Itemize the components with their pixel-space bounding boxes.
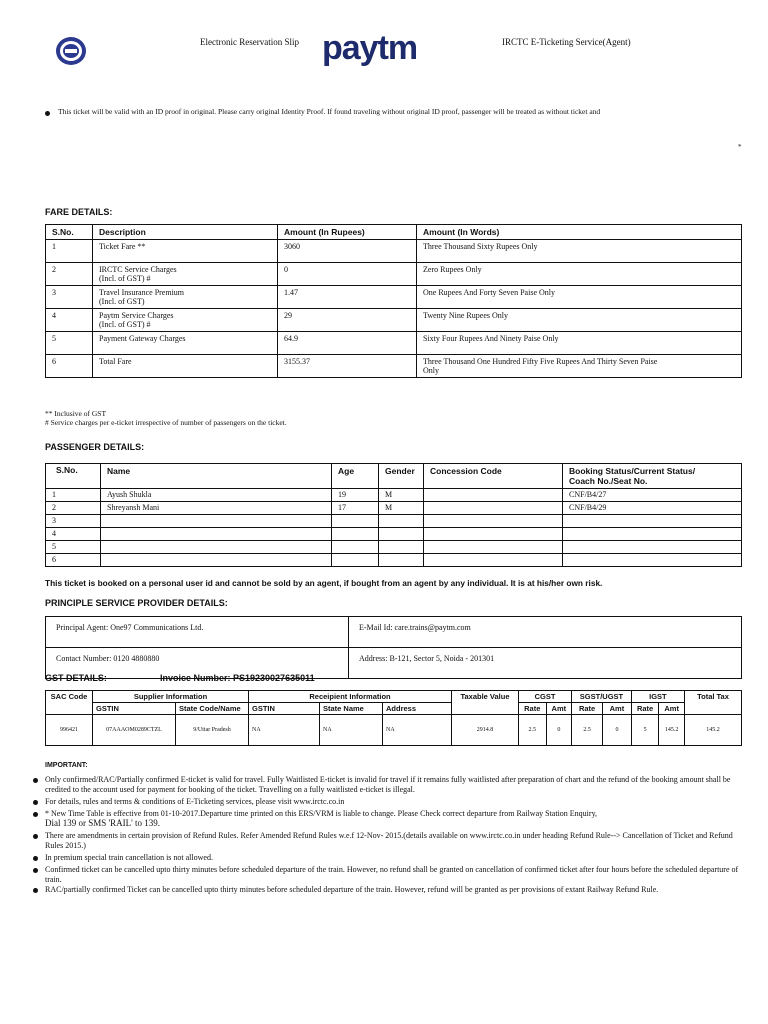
fare-amount: 64.9 — [278, 332, 417, 355]
fare-desc-line: IRCTC Service Charges — [99, 265, 177, 274]
fare-sno: 5 — [46, 332, 93, 355]
gst-header-cgst-amt: Amt — [546, 703, 572, 715]
fare-desc — [93, 309, 278, 332]
fare-desc-line: Payment Gateway Charges — [99, 334, 186, 343]
pass-name — [101, 515, 332, 528]
passenger-section-title: PASSENGER DETAILS: — [45, 442, 145, 452]
fare-desc-line: Ticket Fare ** — [99, 242, 146, 251]
gst-table — [45, 690, 742, 746]
important-text: Confirmed ticket can be cancelled upto thirty minutes before scheduled departure of the train. However, no refund shall be granted on cancellation of confirmed ticket after four hours before the scheduled departure of train. — [45, 865, 739, 884]
irctc-logo — [55, 36, 87, 66]
important-text: RAC/partially confirmed Ticket can be cancelled upto thirty minutes before scheduled departure of the train. However, refund will be granted as per provisions of extant Railway Refund Rule. — [45, 885, 659, 894]
pass-status — [563, 528, 742, 541]
pass-code — [424, 541, 563, 554]
gst-header-cgst: CGST — [519, 691, 572, 703]
fare-amount: 3155.37 — [278, 355, 417, 378]
pass-header-code: Concession Code — [424, 464, 563, 489]
gst-total: 145.2 — [685, 715, 742, 746]
table-row — [46, 240, 742, 263]
fare-words-line2: Only — [423, 366, 439, 375]
important-text: * New Time Table is effective from 01-10-2017.Departure time printed on this ERS/VRM is liable to change. Please Check correct departure from Railway Station Enquiry, — [45, 809, 598, 818]
pass-code — [424, 502, 563, 515]
pass-sno: 6 — [46, 554, 101, 567]
gst-recipient-state: NA — [320, 715, 383, 746]
pass-sno: 4 — [46, 528, 101, 541]
fare-sno: 6 — [46, 355, 93, 378]
gst-sgst-amt: 0 — [603, 715, 632, 746]
agent-warning: This ticket is booked on a personal user id and cannot be sold by an agent, if bought from an agent by any individual. It is at his/her own risk. — [45, 578, 603, 588]
pass-sno: 5 — [46, 541, 101, 554]
gst-header-sac: SAC Code — [46, 691, 93, 715]
list-item — [45, 853, 745, 863]
pass-gender: M — [379, 489, 424, 502]
table-row — [46, 489, 742, 502]
gst-header-sgst-rate: Rate — [572, 703, 603, 715]
gst-igst-rate: 5 — [631, 715, 659, 746]
pass-sno: 2 — [46, 502, 101, 515]
gst-header-row — [46, 691, 742, 703]
fare-desc-line2: (Incl. of GST) — [99, 297, 145, 306]
pass-age — [332, 541, 379, 554]
gst-recipient-address: NA — [383, 715, 452, 746]
pass-name: Ayush Shukla — [101, 489, 332, 502]
gst-header-address: Address — [383, 703, 452, 715]
gst-cgst-amt: 0 — [546, 715, 572, 746]
bullet-icon — [33, 856, 38, 861]
pass-header-name: Name — [101, 464, 332, 489]
invoice-number: Invoice Number: PS19230027635011 — [160, 673, 315, 683]
fare-desc-line: Total Fare — [99, 357, 132, 366]
pass-header-age: Age — [332, 464, 379, 489]
gst-header-total: Total Tax — [685, 691, 742, 715]
table-row — [46, 617, 742, 648]
gst-header-taxable: Taxable Value — [452, 691, 519, 715]
gst-recipient-gstin: NA — [249, 715, 320, 746]
list-item — [45, 775, 745, 794]
table-row — [46, 541, 742, 554]
provider-address: Address: B-121, Sector 5, Noida - 201301 — [349, 648, 742, 679]
list-item — [45, 885, 745, 895]
pass-code — [424, 489, 563, 502]
pass-age: 19 — [332, 489, 379, 502]
gst-inclusive-note: ** Inclusive of GST — [45, 409, 107, 418]
fare-header-words: Amount (In Words) — [417, 225, 742, 240]
fare-words: Three Thousand Sixty Rupees Only — [417, 240, 742, 263]
gst-supplier-gstin: 07AAAOM0289CTZL — [93, 715, 176, 746]
gst-header-sgst: SGST/UGST — [572, 691, 632, 703]
list-item — [45, 831, 745, 850]
fare-desc — [93, 332, 278, 355]
important-text: There are amendments in certain provision of Refund Rules. Refer Amended Refund Rules w.e.f 12-Nov- 2015.(details available on www.irctc.co.in under heading Refund Rule--> Cancellation of Ticket and Refund Rules 2015.) — [45, 831, 733, 850]
bullet-icon — [33, 812, 38, 817]
fare-desc-line2: (Incl. of GST) # — [99, 274, 151, 283]
bullet-icon — [33, 834, 38, 839]
fare-words: Twenty Nine Rupees Only — [417, 309, 742, 332]
paytm-logo — [322, 28, 417, 68]
important-text: In premium special train cancellation is not allowed. — [45, 853, 213, 862]
pass-sno: 3 — [46, 515, 101, 528]
passenger-table — [45, 463, 742, 567]
service-charge-note: # Service charges per e-ticket irrespective of number of passengers on the ticket. — [45, 418, 287, 427]
important-text: For details, rules and terms & conditions of E-Ticketing services, please visit www.irctc.co.in — [45, 797, 345, 806]
table-row — [46, 715, 742, 746]
bullet-icon — [33, 800, 38, 805]
gst-header-recipient: Receipient Information — [249, 691, 452, 703]
pass-status — [563, 541, 742, 554]
fare-desc-line2: (Incl. of GST) # — [99, 320, 151, 329]
pass-name: Shreyansh Mani — [101, 502, 332, 515]
fare-words: Sixty Four Rupees And Ninety Paise Only — [417, 332, 742, 355]
pass-name — [101, 541, 332, 554]
table-row — [46, 263, 742, 286]
fare-amount: 1.47 — [278, 286, 417, 309]
pass-status: CNF/B4/29 — [563, 502, 742, 515]
gst-header-igst: IGST — [631, 691, 684, 703]
table-row — [46, 554, 742, 567]
pass-header-status-line1: Booking Status/Current Status/ — [569, 466, 696, 476]
table-row — [46, 286, 742, 309]
gst-header-statename: State Name — [320, 703, 383, 715]
bullet-icon — [45, 111, 50, 116]
pass-status — [563, 515, 742, 528]
fare-desc-line: Travel Insurance Premium — [99, 288, 185, 297]
fare-sno: 1 — [46, 240, 93, 263]
bullet-icon — [33, 778, 38, 783]
table-row — [46, 502, 742, 515]
table-row — [46, 515, 742, 528]
validity-note: This ticket will be valid with an ID proof in original. Please carry original Identity Proof. If found traveling without original ID proof, passenger will be treated as without ticket and — [58, 107, 601, 116]
pass-code — [424, 554, 563, 567]
pass-name — [101, 554, 332, 567]
pass-header-gender: Gender — [379, 464, 424, 489]
service-title: IRCTC E-Ticketing Service(Agent) — [502, 37, 631, 47]
pass-code — [424, 528, 563, 541]
provider-email: E-Mail Id: care.trains@paytm.com — [349, 617, 742, 648]
important-text: Only confirmed/RAC/Partially confirmed E-ticket is valid for travel. Fully Waitlisted E-ticket is invalid for travel if it remains fully waitlisted after preparation of chart and the refund of the booking amount shall be credited to the account used for payment for booking of the ticket. Travelling on a fully waitlisted e-ticket is illegal. — [45, 775, 731, 794]
fare-words-line: Three Thousand One Hundred Fifty Five Rupees And Thirty Seven Paise — [423, 357, 658, 366]
pass-gender — [379, 541, 424, 554]
principal-agent: Principal Agent: One97 Communications Ltd. — [46, 617, 349, 648]
gst-header-sgst-amt: Amt — [603, 703, 632, 715]
list-item — [45, 865, 745, 884]
provider-section-title: PRINCIPLE SERVICE PROVIDER DETAILS: — [45, 598, 228, 608]
pass-age — [332, 528, 379, 541]
gst-header-igst-rate: Rate — [631, 703, 659, 715]
fare-desc — [93, 240, 278, 263]
fare-desc — [93, 263, 278, 286]
pass-age: 17 — [332, 502, 379, 515]
table-row — [46, 355, 742, 378]
fare-section-title: FARE DETAILS: — [45, 207, 113, 217]
slip-title: Electronic Reservation Slip — [200, 37, 299, 47]
pass-header-status-line2: Coach No./Seat No. — [569, 476, 648, 486]
fare-amount: 29 — [278, 309, 417, 332]
table-row — [46, 332, 742, 355]
list-item — [45, 809, 745, 828]
gst-igst-amt: 145.2 — [659, 715, 685, 746]
table-row — [46, 648, 742, 679]
pass-age — [332, 554, 379, 567]
gst-header-igst-amt: Amt — [659, 703, 685, 715]
bullet-icon — [33, 888, 38, 893]
gst-sgst-rate: 2.5 — [572, 715, 603, 746]
gst-header-gstin2: GSTIN — [249, 703, 320, 715]
pass-code — [424, 515, 563, 528]
gst-header-supplier: Supplier Information — [93, 691, 249, 703]
pass-gender — [379, 528, 424, 541]
gst-section-title: GST DETAILS: — [45, 673, 107, 683]
fare-sno: 2 — [46, 263, 93, 286]
fare-amount: 0 — [278, 263, 417, 286]
fare-header-desc: Description — [93, 225, 278, 240]
list-item — [45, 797, 745, 807]
important-text-dial: Dial 139 or SMS 'RAIL' to 139. — [45, 817, 160, 828]
fare-words: Zero Rupees Only — [417, 263, 742, 286]
table-row — [46, 309, 742, 332]
gst-header-gstin: GSTIN — [93, 703, 176, 715]
gst-sac: 996421 — [46, 715, 93, 746]
important-title: IMPORTANT: — [45, 762, 88, 769]
fare-desc — [93, 355, 278, 378]
fare-amount: 3060 — [278, 240, 417, 263]
stray-asterisk: * — [738, 143, 742, 151]
fare-words: One Rupees And Forty Seven Paise Only — [417, 286, 742, 309]
fare-sno: 4 — [46, 309, 93, 332]
pass-name — [101, 528, 332, 541]
gst-header-statecode: State Code/Name — [176, 703, 249, 715]
pass-gender — [379, 554, 424, 567]
gst-cgst-rate: 2.5 — [519, 715, 547, 746]
fare-desc — [93, 286, 278, 309]
fare-header-amount: Amount (In Rupees) — [278, 225, 417, 240]
pass-header-sno: S.No. — [46, 464, 101, 489]
contact-number: Contact Number: 0120 4880880 — [46, 648, 349, 679]
pass-status: CNF/B4/27 — [563, 489, 742, 502]
gst-taxable: 2914.8 — [452, 715, 519, 746]
fare-sno: 3 — [46, 286, 93, 309]
fare-header-sno: S.No. — [46, 225, 93, 240]
pass-gender: M — [379, 502, 424, 515]
gst-state-code: 9/Uttar Pradesh — [176, 715, 249, 746]
bullet-icon — [33, 868, 38, 873]
provider-table — [45, 616, 742, 679]
paytm-logo-text: paytm — [322, 29, 418, 67]
pass-gender — [379, 515, 424, 528]
fare-header-row — [46, 225, 742, 240]
pass-sno: 1 — [46, 489, 101, 502]
fare-table — [45, 224, 742, 378]
pass-header-status — [563, 464, 742, 489]
fare-words — [417, 355, 742, 378]
gst-header-cgst-rate: Rate — [519, 703, 547, 715]
pass-status — [563, 554, 742, 567]
pass-age — [332, 515, 379, 528]
passenger-header-row — [46, 464, 742, 489]
table-row — [46, 528, 742, 541]
gst-subheader-row — [46, 703, 742, 715]
fare-desc-line: Paytm Service Charges — [99, 311, 174, 320]
